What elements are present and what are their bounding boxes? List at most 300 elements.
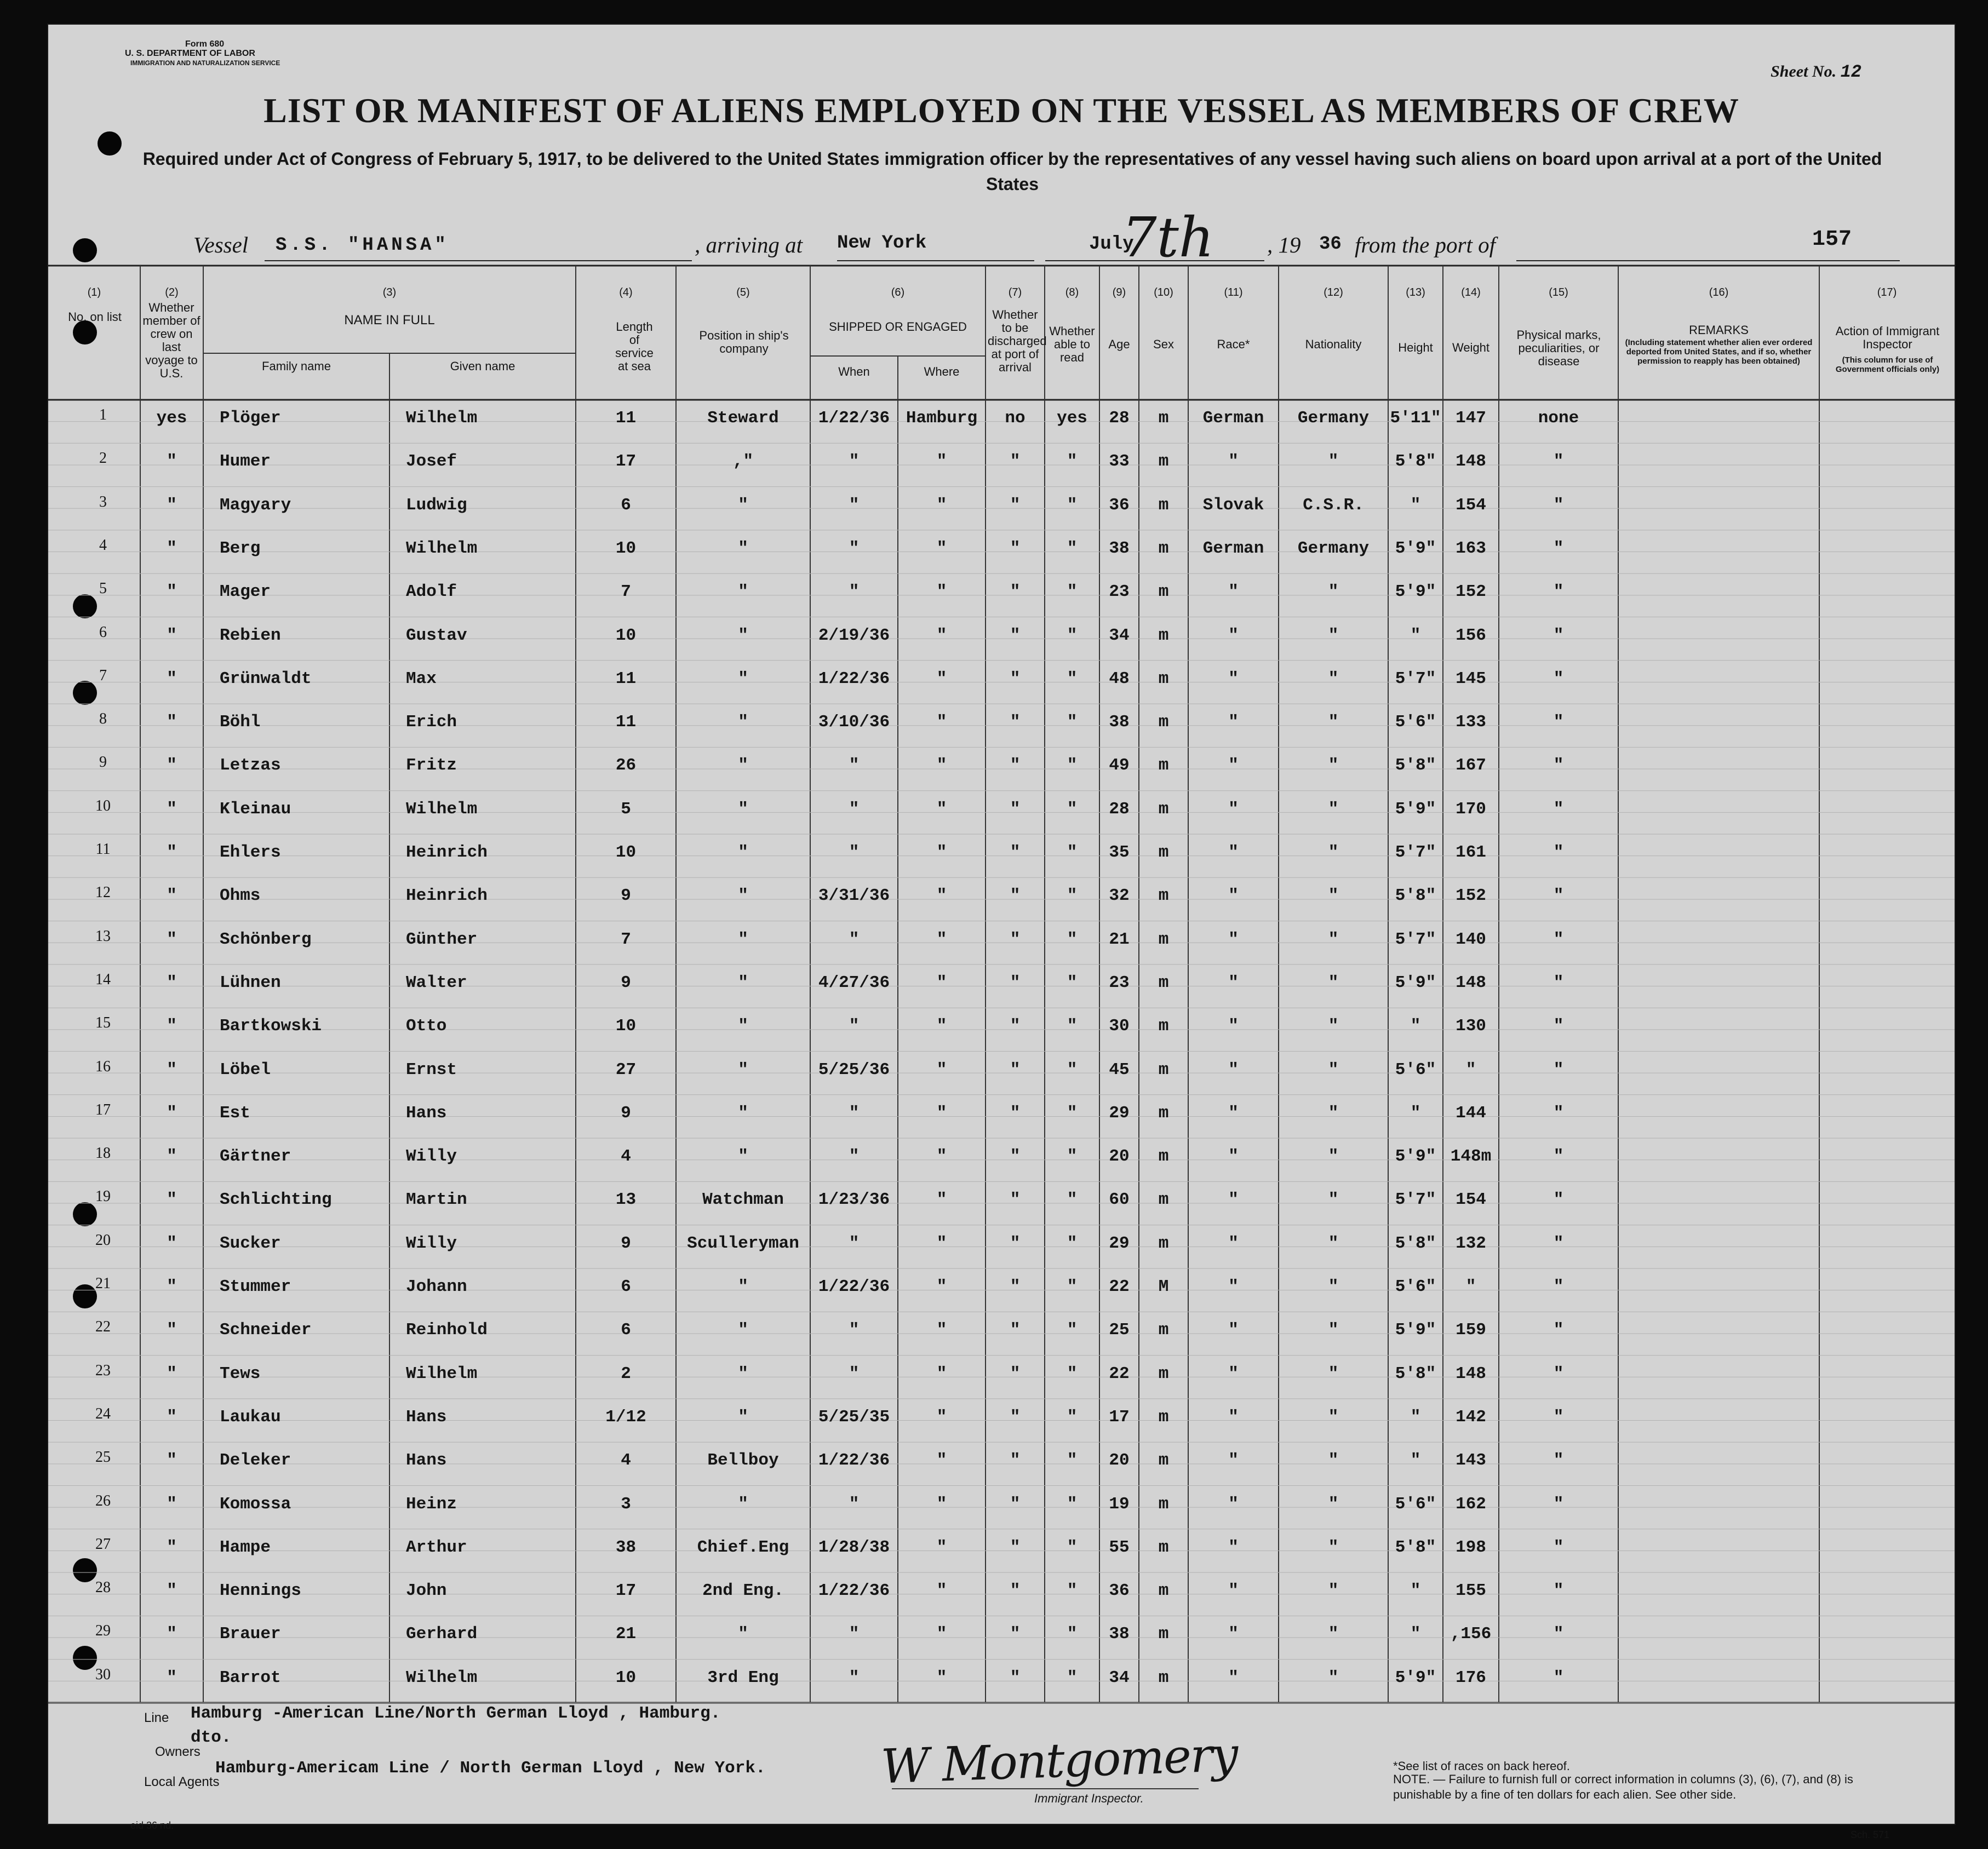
row-number: 27	[95, 1535, 111, 1553]
cell-given: Erich	[406, 713, 457, 732]
cell-marks: "	[1553, 756, 1564, 776]
cell-when: 5/25/35	[818, 1407, 890, 1427]
cell-crew: "	[167, 799, 177, 819]
cell-service: 26	[615, 756, 637, 776]
cell-when: "	[849, 843, 860, 862]
vessel-name: S.S. "HANSA"	[276, 235, 449, 256]
cell-crew: yes	[156, 409, 187, 428]
row-number: 18	[95, 1145, 111, 1162]
signature-line	[892, 1788, 1199, 1789]
cell-when: 1/23/36	[818, 1190, 890, 1210]
cell-position: "	[738, 1060, 748, 1079]
cell-race: "	[1228, 1581, 1239, 1601]
cell-given: Hans	[406, 1103, 447, 1123]
cell-service: 4	[621, 1147, 631, 1167]
cell-when: 1/22/36	[818, 1451, 890, 1471]
cell-crew: "	[167, 1624, 177, 1644]
cell-sex: m	[1158, 582, 1169, 602]
cell-where: "	[936, 1537, 947, 1557]
cell-service: 6	[621, 1277, 631, 1296]
row-number: 17	[95, 1101, 111, 1118]
cell-race: "	[1228, 1060, 1239, 1079]
cell-weight: 147	[1456, 409, 1486, 428]
cell-family: Bartkowski	[220, 1017, 322, 1036]
cell-age: 60	[1109, 1190, 1130, 1210]
col-12-number: (12)	[1324, 286, 1343, 298]
cell-service: 2	[621, 1364, 631, 1383]
cell-age: 36	[1109, 495, 1130, 515]
cell-where: "	[936, 1581, 947, 1601]
cell-race: "	[1228, 625, 1239, 645]
cell-age: 22	[1109, 1277, 1130, 1296]
cell-when: "	[849, 1103, 860, 1123]
cell-weight: 163	[1456, 538, 1486, 558]
cell-position: "	[738, 713, 748, 732]
cell-weight: 144	[1456, 1103, 1486, 1123]
col-7-number: (7)	[1008, 286, 1022, 298]
cell-sex: M	[1158, 1277, 1169, 1296]
cell-read: "	[1067, 625, 1078, 645]
cell-position: "	[738, 495, 748, 515]
col-10-number: (10)	[1154, 286, 1173, 298]
cell-age: 38	[1109, 538, 1130, 558]
cell-when: 1/22/36	[818, 669, 890, 688]
col-3-header: NAME IN FULL	[344, 313, 435, 328]
owners-value: dto.	[191, 1728, 232, 1747]
cell-family: Laukau	[220, 1407, 281, 1427]
col-4-number: (4)	[619, 286, 633, 298]
cell-when: "	[849, 1233, 860, 1253]
cell-where: "	[936, 799, 947, 819]
cell-given: Willy	[406, 1233, 457, 1253]
row-number: 29	[95, 1622, 111, 1640]
cell-when: 1/22/36	[818, 409, 890, 428]
cell-where: "	[936, 1277, 947, 1296]
row-number: 4	[99, 536, 107, 554]
cell-service: 4	[621, 1451, 631, 1471]
cell-family: Barrot	[220, 1668, 281, 1687]
cell-weight: 156	[1456, 625, 1486, 645]
row-number: 1	[99, 406, 107, 423]
cell-marks: "	[1553, 1624, 1564, 1644]
row-number: 8	[99, 710, 107, 728]
cell-when: "	[849, 799, 860, 819]
cell-crew: "	[167, 495, 177, 515]
cell-race: "	[1228, 452, 1239, 472]
cell-race: "	[1228, 669, 1239, 688]
cell-when: "	[849, 452, 860, 472]
cell-given: John	[406, 1581, 447, 1601]
cell-given: Arthur	[406, 1537, 467, 1557]
cell-crew: "	[167, 756, 177, 776]
cell-sex: m	[1158, 713, 1169, 732]
cell-service: 21	[615, 1624, 637, 1644]
col-3-family-header: Family name	[262, 359, 331, 373]
cell-crew: "	[167, 1494, 177, 1514]
cell-read: "	[1067, 582, 1078, 602]
cell-nationality: "	[1328, 713, 1339, 732]
cell-race: "	[1228, 799, 1239, 819]
cell-height: 5'8"	[1395, 452, 1436, 472]
cell-service: 9	[621, 1103, 631, 1123]
cell-age: 34	[1109, 625, 1130, 645]
col-11-number: (11)	[1224, 286, 1243, 298]
cell-weight: 152	[1456, 582, 1486, 602]
cell-marks: "	[1553, 1537, 1564, 1557]
cell-age: 38	[1109, 713, 1130, 732]
cell-height: "	[1410, 1103, 1421, 1123]
cell-crew: "	[167, 1537, 177, 1557]
cell-race: "	[1228, 1233, 1239, 1253]
cell-read: "	[1067, 1233, 1078, 1253]
col-8-number: (8)	[1065, 286, 1079, 298]
cell-crew: "	[167, 1017, 177, 1036]
cell-position: Watchman	[702, 1190, 784, 1210]
cell-height: 5'8"	[1395, 1537, 1436, 1557]
cell-position: "	[738, 1277, 748, 1296]
cell-weight: ,156	[1450, 1624, 1492, 1644]
cell-marks: "	[1553, 495, 1564, 515]
cell-sex: m	[1158, 669, 1169, 688]
cell-discharged: "	[1010, 1668, 1021, 1687]
print-code: eid 36 nd.	[130, 1820, 174, 1831]
cell-nationality: "	[1328, 1060, 1339, 1079]
cell-race: "	[1228, 973, 1239, 992]
cell-read: "	[1067, 973, 1078, 992]
cell-crew: "	[167, 1451, 177, 1471]
cell-service: 27	[615, 1060, 637, 1079]
arriving-label: , arriving at	[695, 232, 803, 257]
row-number: 23	[95, 1362, 111, 1379]
cell-where: "	[936, 452, 947, 472]
cell-age: 34	[1109, 1668, 1130, 1687]
cell-family: Tews	[220, 1364, 261, 1383]
cell-marks: "	[1553, 538, 1564, 558]
col-3-number: (3)	[382, 286, 397, 298]
line-value: Hamburg -American Line/North German Lloyd , Hamburg.	[191, 1704, 721, 1723]
cell-age: 22	[1109, 1364, 1130, 1383]
cell-marks: "	[1553, 1320, 1564, 1340]
cell-discharged: "	[1010, 1451, 1021, 1471]
cell-weight: 176	[1456, 1668, 1486, 1687]
cell-race: "	[1228, 756, 1239, 776]
col-17-number: (17)	[1877, 286, 1897, 298]
cell-race: "	[1228, 1364, 1239, 1383]
cell-nationality: "	[1328, 1017, 1339, 1036]
row-number: 13	[95, 927, 111, 945]
cell-read: "	[1067, 1581, 1078, 1601]
cell-height: 5'9"	[1395, 799, 1436, 819]
cell-discharged: "	[1010, 452, 1021, 472]
cell-weight: 198	[1456, 1537, 1486, 1557]
cell-where: "	[936, 495, 947, 515]
cell-where: "	[936, 756, 947, 776]
cell-where: "	[936, 1668, 947, 1687]
cell-marks: "	[1553, 1407, 1564, 1427]
cell-weight: 159	[1456, 1320, 1486, 1340]
cell-sex: m	[1158, 1581, 1169, 1601]
cell-service: 5	[621, 799, 631, 819]
cell-given: Max	[406, 669, 437, 688]
punch-hole	[73, 238, 97, 262]
cell-marks: "	[1553, 799, 1564, 819]
col-8-header: Whether able to read	[1049, 324, 1095, 364]
cell-read: "	[1067, 1320, 1078, 1340]
row-number: 14	[95, 971, 111, 988]
cell-weight: 142	[1456, 1407, 1486, 1427]
cell-crew: "	[167, 538, 177, 558]
col-6-when-header: When	[838, 365, 870, 378]
col-6-where-header: Where	[924, 365, 960, 378]
cell-crew: "	[167, 1103, 177, 1123]
cell-weight: 130	[1456, 1017, 1486, 1036]
row-number: 24	[95, 1405, 111, 1422]
cell-position: "	[738, 538, 748, 558]
cell-where: "	[936, 843, 947, 862]
arriving-port: New York	[837, 233, 927, 254]
from-port-label: from the port of	[1355, 232, 1496, 257]
cell-family: Humer	[220, 452, 271, 472]
cell-discharged: "	[1010, 1017, 1021, 1036]
cell-family: Brauer	[220, 1624, 281, 1644]
punch-hole	[73, 594, 97, 618]
cell-position: "	[738, 669, 748, 688]
cell-discharged: "	[1010, 1364, 1021, 1383]
cell-crew: "	[167, 1320, 177, 1340]
cell-weight: "	[1465, 1060, 1476, 1079]
cell-given: Ludwig	[406, 495, 467, 515]
cell-family: Sucker	[220, 1233, 281, 1253]
cell-where: "	[936, 886, 947, 906]
cell-sex: m	[1158, 1017, 1169, 1036]
cell-age: 23	[1109, 973, 1130, 992]
cell-discharged: "	[1010, 1147, 1021, 1167]
cell-sex: m	[1158, 1320, 1169, 1340]
cell-race: "	[1228, 1624, 1239, 1644]
cell-where: "	[936, 625, 947, 645]
col-2-number: (2)	[165, 286, 179, 298]
cell-service: 10	[615, 1017, 637, 1036]
cell-given: Wilhelm	[406, 538, 478, 558]
line-label: Line	[144, 1710, 169, 1725]
sheet-number-label: Sheet No.	[1771, 62, 1837, 81]
cell-service: 17	[615, 452, 637, 472]
cell-position: "	[738, 1103, 748, 1123]
manifest-sheet	[48, 25, 1955, 1840]
cell-nationality: "	[1328, 1147, 1339, 1167]
cell-nationality: "	[1328, 1581, 1339, 1601]
row-number: 25	[95, 1449, 111, 1466]
cell-family: Lühnen	[220, 973, 281, 992]
cell-service: 13	[615, 1190, 637, 1210]
cell-given: Wilhelm	[406, 1668, 478, 1687]
stamp-number: 157	[1812, 227, 1852, 252]
cell-where: "	[936, 669, 947, 688]
cell-discharged: "	[1010, 669, 1021, 688]
cell-discharged: "	[1010, 973, 1021, 992]
cell-age: 30	[1109, 1017, 1130, 1036]
cell-nationality: "	[1328, 756, 1339, 776]
cell-marks: "	[1553, 625, 1564, 645]
cell-weight: 148	[1456, 452, 1486, 472]
cell-read: "	[1067, 538, 1078, 558]
cell-nationality: Germany	[1297, 538, 1370, 558]
cell-weight: 167	[1456, 756, 1486, 776]
cell-service: 11	[615, 409, 637, 428]
cell-height: 5'6"	[1395, 713, 1436, 732]
cell-discharged: "	[1010, 1407, 1021, 1427]
cell-when: 1/28/38	[818, 1537, 890, 1557]
cell-height: 5'8"	[1395, 886, 1436, 906]
cell-family: Hennings	[220, 1581, 301, 1601]
cell-given: Josef	[406, 452, 457, 472]
cell-height: 5'9"	[1395, 582, 1436, 602]
cell-when: 1/22/36	[818, 1581, 890, 1601]
cell-discharged: "	[1010, 1320, 1021, 1340]
cell-crew: "	[167, 843, 177, 862]
cell-service: 10	[615, 843, 637, 862]
cell-where: "	[936, 1190, 947, 1210]
cell-height: "	[1410, 1624, 1421, 1644]
sheet-number-value: 12	[1840, 62, 1861, 82]
row-number: 10	[95, 797, 111, 814]
cell-sex: m	[1158, 1494, 1169, 1514]
cell-service: 17	[615, 1581, 637, 1601]
cell-family: Letzas	[220, 756, 281, 776]
col-17-subheader: (This column for use of Government officials only)	[1835, 355, 1940, 374]
cell-given: Reinhold	[406, 1320, 488, 1340]
cell-where: "	[936, 973, 947, 992]
cell-discharged: "	[1010, 538, 1021, 558]
cell-discharged: "	[1010, 582, 1021, 602]
cell-race: "	[1228, 886, 1239, 906]
cell-family: Ehlers	[220, 843, 281, 862]
cell-race: German	[1202, 538, 1264, 558]
cell-where: "	[936, 1451, 947, 1471]
department-name: U. S. DEPARTMENT OF LABOR	[125, 49, 255, 58]
cell-age: 25	[1109, 1320, 1130, 1340]
row-number: 16	[95, 1058, 111, 1075]
cell-age: 29	[1109, 1103, 1130, 1123]
row-number: 11	[95, 841, 111, 858]
cell-position: "	[738, 625, 748, 645]
cell-nationality: "	[1328, 625, 1339, 645]
cell-sex: m	[1158, 1147, 1169, 1167]
cell-age: 38	[1109, 1624, 1130, 1644]
cell-discharged: "	[1010, 1277, 1021, 1296]
col-3-given-header: Given name	[450, 359, 515, 373]
cell-height: "	[1410, 1017, 1421, 1036]
cell-read: "	[1067, 1407, 1078, 1427]
cell-marks: "	[1553, 1190, 1564, 1210]
cell-sex: m	[1158, 756, 1169, 776]
row-number: 15	[95, 1014, 111, 1032]
cell-family: Hampe	[220, 1537, 271, 1557]
cell-nationality: "	[1328, 1233, 1339, 1253]
cell-race: "	[1228, 1494, 1239, 1514]
cell-given: Walter	[406, 973, 467, 992]
cell-height: "	[1410, 495, 1421, 515]
cell-read: "	[1067, 756, 1078, 776]
cell-discharged: "	[1010, 886, 1021, 906]
cell-when: "	[849, 1494, 860, 1514]
cell-service: 10	[615, 1668, 637, 1687]
punch-hole	[73, 320, 97, 344]
cell-read: "	[1067, 1060, 1078, 1079]
cell-where: "	[936, 1233, 947, 1253]
cell-given: Martin	[406, 1190, 467, 1210]
cell-when: 4/27/36	[818, 973, 890, 992]
cell-when: "	[849, 1147, 860, 1167]
col-16-subheader: (Including statement whether alien ever ordered deported from United States, and if so, whether permission to reapply has been obtained)	[1625, 338, 1813, 366]
cell-crew: "	[167, 669, 177, 688]
races-note: *See list of races on back hereof.	[1393, 1759, 1570, 1773]
cell-position: "	[738, 1320, 748, 1340]
row-number: 26	[95, 1492, 111, 1509]
cell-where: "	[936, 1017, 947, 1036]
punch-hole	[98, 131, 122, 156]
col-6-header: SHIPPED OR ENGAGED	[829, 320, 967, 334]
cell-height: 5'7"	[1395, 843, 1436, 862]
cell-crew: "	[167, 1364, 177, 1383]
col-14-header: Weight	[1452, 341, 1490, 354]
cell-discharged: "	[1010, 929, 1021, 949]
cell-where: Hamburg	[906, 409, 978, 428]
cell-nationality: "	[1328, 452, 1339, 472]
row-number: 28	[95, 1579, 111, 1597]
cell-position: "	[738, 886, 748, 906]
cell-race: "	[1228, 1407, 1239, 1427]
cell-height: 5'7"	[1395, 929, 1436, 949]
cell-service: 7	[621, 929, 631, 949]
cell-weight: 155	[1456, 1581, 1486, 1601]
cell-race: "	[1228, 1147, 1239, 1167]
cell-discharged: no	[1005, 409, 1025, 428]
cell-height: 5'8"	[1395, 756, 1436, 776]
cell-sex: m	[1158, 1190, 1169, 1210]
cell-age: 21	[1109, 929, 1130, 949]
cell-nationality: "	[1328, 1320, 1339, 1340]
cell-nationality: "	[1328, 1103, 1339, 1123]
col-15-number: (15)	[1549, 286, 1568, 298]
col-17-header: Action of Immigrant Inspector	[1835, 324, 1940, 351]
cell-family: Deleker	[220, 1451, 291, 1471]
cell-crew: "	[167, 973, 177, 992]
col-11-header: Race*	[1217, 337, 1250, 351]
sheet-number	[1771, 62, 1861, 82]
cell-sex: m	[1158, 1537, 1169, 1557]
cell-race: Slovak	[1202, 495, 1264, 515]
cell-marks: "	[1553, 1233, 1564, 1253]
col-12-header: Nationality	[1305, 337, 1362, 351]
cell-crew: "	[167, 1147, 177, 1167]
cell-nationality: "	[1328, 1451, 1339, 1471]
form-number: Form 680	[185, 39, 225, 49]
cell-nationality: "	[1328, 1537, 1339, 1557]
cell-position: "	[738, 973, 748, 992]
cell-family: Grünwaldt	[220, 669, 312, 688]
cell-race: "	[1228, 713, 1239, 732]
cell-race: "	[1228, 929, 1239, 949]
cell-given: Willy	[406, 1147, 457, 1167]
manifest-title: LIST OR MANIFEST OF ALIENS EMPLOYED ON THE VESSEL AS MEMBERS OF CREW	[263, 91, 1739, 130]
row-number: 7	[99, 667, 107, 684]
col-9-header: Age	[1108, 337, 1130, 351]
cell-position: 2nd Eng.	[702, 1581, 784, 1601]
row-number: 12	[95, 884, 111, 901]
row-number: 21	[95, 1275, 111, 1292]
col-4-header: Length of service at sea	[615, 320, 654, 373]
